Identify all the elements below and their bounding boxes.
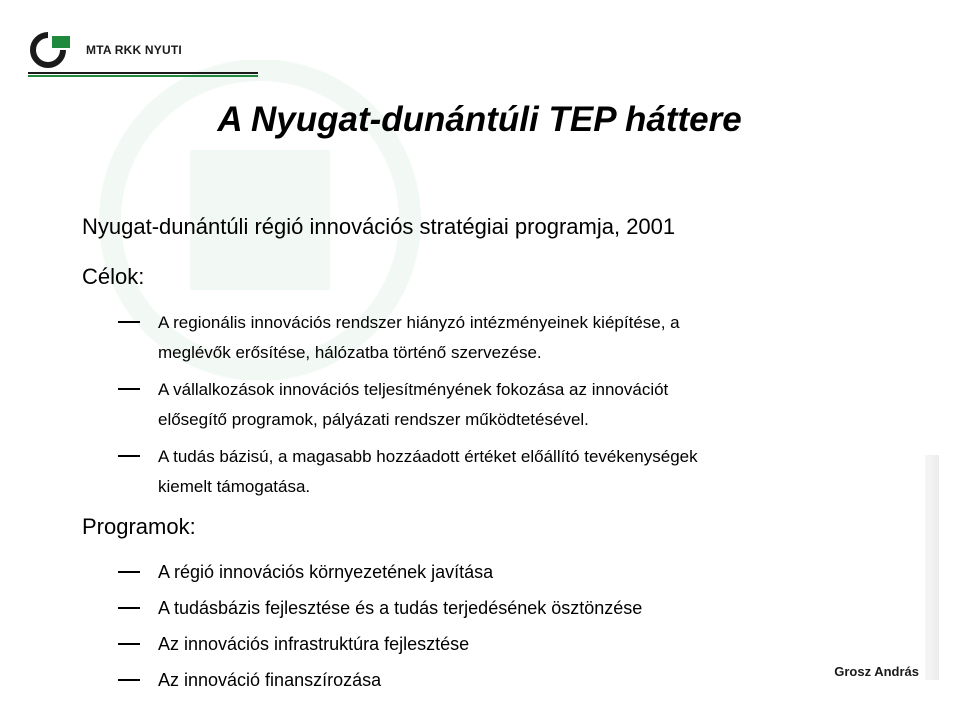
decorative-band bbox=[925, 455, 939, 680]
goal-line: kiemelt támogatása. bbox=[158, 477, 311, 496]
logo bbox=[28, 30, 182, 70]
dash-bullet bbox=[118, 321, 140, 323]
program-text: Az innováció finanszírozása bbox=[158, 670, 382, 690]
list-item bbox=[0, 375, 858, 435]
goal-line: A tudás bázisú, a magasabb hozzáadott értéket előállító tevékenységek bbox=[158, 447, 698, 466]
programs-list bbox=[0, 557, 858, 701]
logo-divider-accent bbox=[28, 75, 258, 77]
logo-text: MTA RKK NYUTI bbox=[86, 43, 182, 57]
program-text: Az innovációs infrastruktúra fejlesztése bbox=[158, 634, 470, 654]
subtitle: Nyugat-dunántúli régió innovációs stratégiai programja, 2001 bbox=[82, 214, 676, 239]
dash-bullet bbox=[118, 643, 140, 645]
dash-bullet bbox=[118, 607, 140, 609]
goal-line: A regionális innovációs rendszer hiányzó intézményeinek kiépítése, a bbox=[158, 313, 680, 332]
list-item bbox=[0, 629, 858, 659]
goal-line: meglévők erősítése, hálózatba történő szervezése. bbox=[158, 343, 542, 362]
goals-heading: Célok: bbox=[82, 264, 145, 289]
goals-list bbox=[0, 308, 858, 509]
list-item bbox=[0, 665, 858, 695]
author-name: Grosz András bbox=[834, 664, 919, 679]
list-item bbox=[0, 308, 858, 368]
list-item bbox=[0, 593, 858, 623]
dash-bullet bbox=[118, 388, 140, 390]
dash-bullet bbox=[118, 679, 140, 681]
goal-line: elősegítő programok, pályázati rendszer működtetésével. bbox=[158, 410, 589, 429]
program-text: A régió innovációs környezetének javítása bbox=[158, 562, 494, 582]
page-title: A Nyugat-dunántúli TEP háttere bbox=[217, 100, 742, 139]
logo-mark-icon bbox=[28, 30, 74, 70]
list-item bbox=[0, 557, 858, 587]
programs-heading: Programok: bbox=[82, 514, 196, 539]
dash-bullet bbox=[118, 455, 140, 457]
program-text: A tudásbázis fejlesztése és a tudás terjedésének ösztönzése bbox=[158, 598, 643, 618]
goal-line: A vállalkozások innovációs teljesítményének fokozása az innovációt bbox=[158, 380, 669, 399]
dash-bullet bbox=[118, 571, 140, 573]
list-item bbox=[0, 442, 858, 502]
logo-divider bbox=[28, 72, 258, 74]
